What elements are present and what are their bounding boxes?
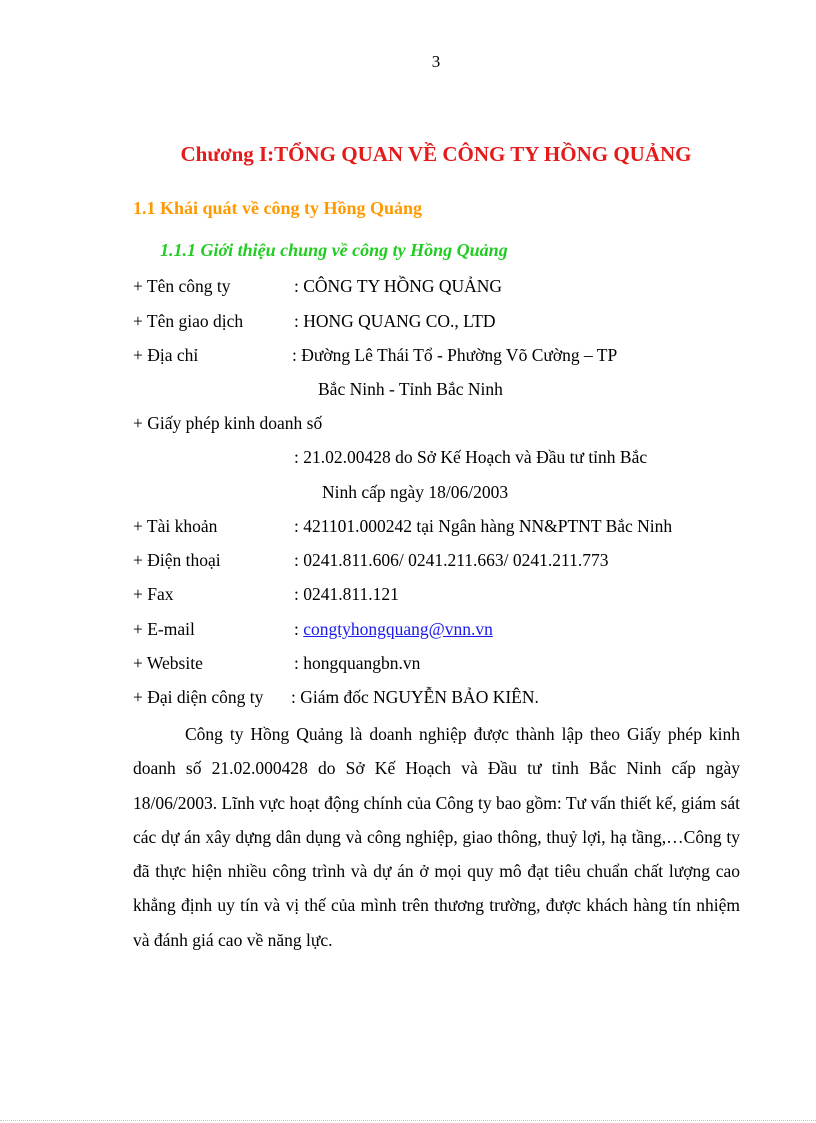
email-label: + E-mail bbox=[133, 619, 195, 639]
address-continuation: Bắc Ninh - Tỉnh Bắc Ninh bbox=[318, 379, 503, 399]
company-description-paragraph: Công ty Hồng Quảng là doanh nghiệp được thành lập theo Giấy phép kinh doanh số 21.02.000428 do Sở Kế Hoạch và Đầu tư tỉnh Bắc Ninh cấp ngày 18/06/2003. Lĩnh vực hoạt động chính của Công ty bao gồm: Tư vấn thiết kế, giám sát các dự án xây dựng dân dụng và công nghiệp, giao thông, thuỷ lợi, hạ tầng,…Công ty đã thực hiện nhiều công trình và dự án ở mọi quy mô đạt tiêu chuẩn chất lượng cao khẳng định uy tín và vị thế của mình trên thương trường, được khách hàng tín nhiệm và đánh giá cao về năng lực. bbox=[133, 724, 740, 950]
account-label: + Tài khoản bbox=[133, 516, 218, 536]
address-value: : Đường Lê Thái Tổ - Phường Võ Cường – TP bbox=[292, 345, 618, 365]
fax-value: : 0241.811.121 bbox=[294, 584, 399, 604]
website-value: : hongquangbn.vn bbox=[294, 653, 421, 673]
company-name-value: : CÔNG TY HỒNG QUẢNG bbox=[294, 276, 503, 296]
phone-label: + Điện thoại bbox=[133, 550, 221, 570]
fax-label: + Fax bbox=[133, 584, 174, 604]
account-value: : 421101.000242 tại Ngân hàng NN&PTNT Bắc Ninh bbox=[294, 516, 673, 536]
representative-label: + Đại diện công ty bbox=[133, 687, 264, 707]
license-value: : 21.02.00428 do Sở Kế Hoạch và Đầu tư tỉnh Bắc bbox=[294, 447, 648, 467]
email-prefix: : bbox=[294, 619, 304, 639]
representative-value: : Giám đốc NGUYỄN BẢO KIÊN. bbox=[291, 687, 539, 707]
subsection-heading: 1.1.1 Giới thiệu chung về công ty Hồng Quảng bbox=[160, 240, 508, 260]
page-number: 3 bbox=[431, 52, 441, 71]
email-value-wrap bbox=[294, 617, 493, 641]
address-label: + Địa chỉ bbox=[133, 345, 199, 365]
license-label: + Giấy phép kinh doanh số bbox=[133, 413, 323, 433]
company-name-label: + Tên công ty bbox=[133, 276, 231, 296]
website-label: + Website bbox=[133, 653, 203, 673]
trade-name-value: : HONG QUANG CO., LTD bbox=[294, 311, 496, 331]
license-continuation: Ninh cấp ngày 18/06/2003 bbox=[322, 482, 509, 502]
trade-name-label: + Tên giao dịch bbox=[133, 311, 244, 331]
section-heading: 1.1 Khái quát về công ty Hồng Quảng bbox=[133, 198, 423, 218]
chapter-title: Chương I:TỔNG QUAN VỀ CÔNG TY HỒNG QUẢNG bbox=[180, 142, 692, 166]
page-bottom-border bbox=[0, 1120, 816, 1121]
phone-value: : 0241.811.606/ 0241.211.663/ 0241.211.773 bbox=[294, 550, 609, 570]
email-link[interactable]: congtyhongquang@vnn.vn bbox=[303, 619, 493, 639]
